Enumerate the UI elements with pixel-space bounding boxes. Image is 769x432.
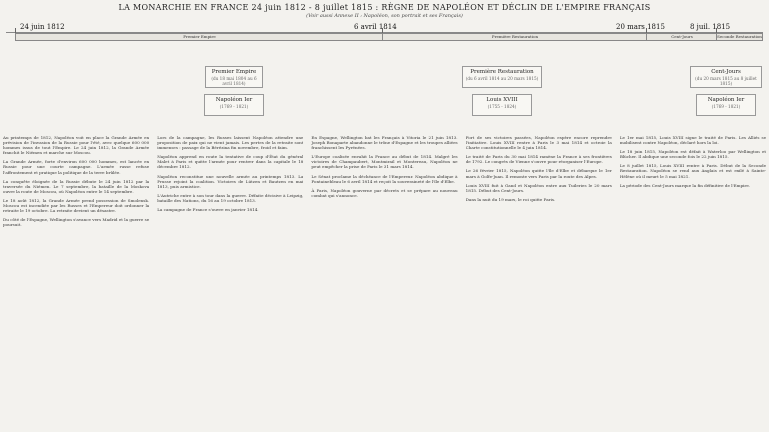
- period-box-premiere-restauration: [462, 66, 542, 88]
- paragraph: Au printemps de 1812, Napoléon voit en place la Grande Armée en prévision de l'invasion de la Russie pour l'été, avec quelque 600 000 hommes issus de tout l'Empire. Le 24 juin 1812, la Grande Armée franchit le Niémen et marche sur Moscou.: [3, 135, 150, 156]
- period-box-dates: (du 6 avril 1814 au 20 mars 1815): [465, 76, 539, 81]
- ruler-box-dates: (1769 - 1821): [711, 104, 741, 109]
- period-box-cent-jours: [690, 66, 762, 88]
- ruler-box-dates: (1755 - 1824): [487, 104, 517, 109]
- text-columns: [3, 135, 766, 430]
- paragraph: L'Autriche entre à son tour dans la guerre. Défaite décisive à Leipzig, bataille des Nations, du 16 au 19 octobre 1813.: [157, 192, 304, 203]
- paragraph: La campagne de France s'ouvre en janvier 1814.: [157, 207, 259, 213]
- paragraph: La conquête éloignée de la Russie débute le 24 juin 1812 par la traversée du Niémen. Le 7 septembre, la bataille de la Moskova ouvre la route de Moscou, où Napoléon entre le 14 septembre.: [3, 178, 150, 194]
- ruler-box-louis-xviii: [472, 94, 532, 116]
- paragraph: Le 18 août 1812, la Grande Armée prend possession de Smolensk. Moscou est incendiée par les Russes et l'Empereur doit ordonner la retraite le 19 octobre. La retraite devient un désastre.: [3, 197, 150, 214]
- paragraph: Le Sénat proclame la déchéance de l'Empereur. Napoléon abdique à Fontainebleau le 6 avril 1814 et reçoit la souveraineté de l'île d'Elbe.: [311, 173, 458, 184]
- paragraph: En Espagne, Wellington bat les Français à Vitoria le 21 juin 1813. Joseph Bonaparte abandonne le trône d'Espagne et les troupes alliées franchissent les Pyrénées.: [311, 135, 458, 151]
- timeline: [6, 21, 763, 51]
- paragraph: Le 26 février 1815, Napoléon quitte l'île d'Elbe et débarque le 1er mars à Golfe-Juan. Il remonte vers Paris par la route des Alpes.: [465, 168, 612, 179]
- page-subtitle: (Voir aussi Annexe II : Napoléon, son portrait et ses Français): [306, 13, 463, 19]
- timeline-bar-seconde-restauration: Seconde Restauration: [717, 34, 762, 39]
- paragraph: Lors de la campagne, les Russes laissent Napoléon attendre une proposition de paix qui ne vient jamais. Les pertes de la retraite sont immenses : passage de la Bérézina fin novembre, froid et faim.: [157, 135, 304, 151]
- paragraph: Napoléon reconstitue une nouvelle armée au printemps 1813. La Prusse rejoint la coalition. Victoires de Lützen et Bautzen en mai 1813, puis armistice.: [157, 173, 304, 189]
- paragraph: Louis XVIII fuit à Gand et Napoléon entre aux Tuileries le 20 mars 1815. Début des Cent-Jours.: [465, 182, 612, 193]
- timeline-bar-cent-jours: Cent-Jours: [646, 33, 718, 41]
- ruler-box-name: Napoléon Ier: [707, 97, 745, 103]
- text-column: [620, 135, 766, 430]
- text-column: [466, 135, 612, 430]
- ruler-box-name: Napoléon Ier: [215, 97, 253, 103]
- text-column: [311, 135, 457, 430]
- paragraph: Napoléon apprend en route la tentative de coup d'État du général Malet à Paris et quitte l'armée pour rentrer dans la capitale le 18 décembre 1812.: [157, 154, 304, 170]
- paragraph: La Grande Armée, forte d'environ 600 000 hommes, est lancée en Russie pour une courte campagne. L'armée russe refuse l'affrontement et pratique la politique de la terre brûlée.: [3, 159, 150, 175]
- timeline-date: 8 juil. 1815: [690, 23, 731, 31]
- paragraph: Le 18 juin 1815, Napoléon est défait à Waterloo par Wellington et Blücher. Il abdique une seconde fois le 22 juin 1815.: [619, 149, 767, 160]
- paragraph: Le traité de Paris du 30 mai 1814 ramène la France à ses frontières de 1792. Le congrès de Vienne s'ouvre pour réorganiser l'Europe.: [465, 154, 612, 165]
- paragraph: À Paris, Napoléon gouverne par décrets et se prépare au nouveau combat qui s'annonce.: [311, 187, 458, 198]
- period-box-dates: (du 20 mars 1815 au 8 juillet 1815): [695, 76, 757, 86]
- timeline-date: 6 avril 1814: [354, 23, 397, 31]
- paragraph: Fort de ses victoires passées, Napoléon espère encore reprendre l'initiative. Louis XVIII rentre à Paris le 3 mai 1814 et octroie la Charte constitutionnelle le 4 juin 1814.: [465, 135, 612, 151]
- page-title: LA MONARCHIE EN FRANCE 24 juin 1812 - 8 juillet 1815 : RÈGNE DE NAPOLÉON ET DÉCLIN DE L'EMPIRE FRANÇAIS: [118, 3, 651, 12]
- timeline-bar-premiere-restauration: Première Restauration: [382, 33, 648, 41]
- paragraph: L'Europe coalisée envahit la France au début de 1814. Malgré les victoires de Champaubert, Montmirail et Montereau, Napoléon ne peut empêcher la prise de Paris le 31 mars 1814.: [311, 154, 458, 170]
- period-box-title: Premier Empire: [211, 69, 257, 75]
- timeline-date: 20 mars 1815: [616, 23, 665, 31]
- period-box-dates: (du 18 mai 1804 au 6 avril 1814): [211, 76, 257, 86]
- ruler-box-name: Louis XVIII: [486, 97, 518, 103]
- paragraph: Dans la nuit du 19 mars, le roi quitte Paris.: [465, 196, 556, 202]
- ruler-box-napoleon: [204, 94, 264, 116]
- paragraph: Le 1er mai 1815, Louis XVIII signe le traité de Paris. Les Alliés se mobilisent contre Napoléon, déclaré hors la loi.: [619, 135, 767, 146]
- text-column: [3, 135, 149, 430]
- text-column: [157, 135, 303, 430]
- paragraph: Du côté de l'Espagne, Wellington s'avance vers Madrid et la guerre se poursuit.: [3, 217, 150, 228]
- period-box-title: Première Restauration: [470, 69, 534, 75]
- timeline-bar-premier-empire: Premier Empire: [15, 33, 384, 41]
- period-box-premier-empire: [205, 66, 263, 88]
- ruler-box-dates: (1769 - 1821): [219, 104, 249, 109]
- period-box-title: Cent-Jours: [711, 69, 741, 75]
- ruler-box-napoleon-cent-jours: [696, 94, 756, 116]
- paragraph: La période des Cent-Jours marque la fin définitive de l'Empire.: [619, 182, 751, 188]
- paragraph: Le 8 juillet 1815, Louis XVIII rentre à Paris. Début de la Seconde Restauration. Napoléon se rend aux Anglais et est exilé à Sainte-Hélène où il meurt le 5 mai 1821.: [619, 163, 767, 179]
- timeline-date: 24 juin 1812: [20, 23, 65, 31]
